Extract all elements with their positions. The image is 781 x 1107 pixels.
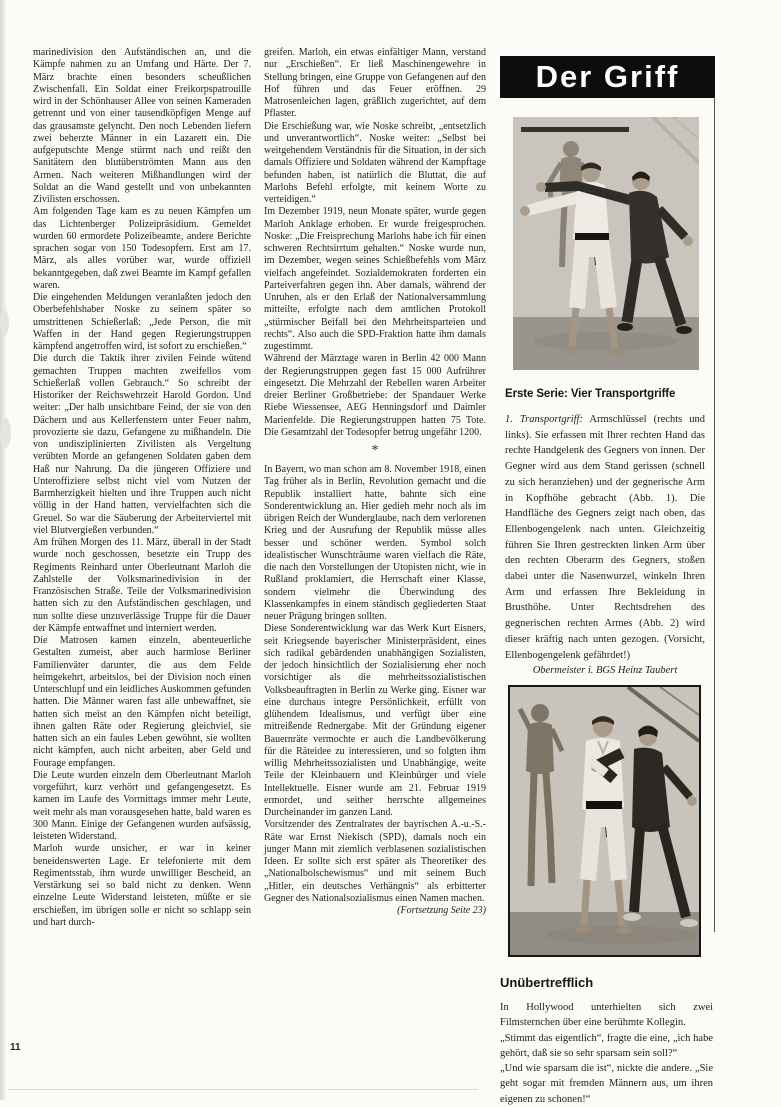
sidebar-title: Der Griff <box>535 59 680 94</box>
article-column-left <box>33 47 251 929</box>
photo-transport-grip-1 <box>513 117 699 370</box>
article-paragraph: greifen. Marloh, ein etwas einfältiger Mann, verstand nur „Erschießen“. Er ließ Maschinengewehre in Stellung bringen, eine Gruppe von Gefangenen auf den Hof führen und das Feuer eröffnen. 29 Matrosenleichen lagen, gräßlich zugerichtet, auf dem Pflaster. <box>264 47 486 120</box>
photo-transport-grip-2 <box>508 685 701 957</box>
instruction-body: Armschlüssel (rechts und links). Sie erfassen mit Ihrer rechten Hand das rechte Handgelenk des Gegners von innen. Der Gegner wird aus dem Stand gerissen (schnell zu sich heranziehen) und der gegnerische Arm in Kopfhöhe gebracht (Abb. 1). Die Handfläche des Gegners zeigt nach oben, das Ellenbogengelenk nach unten. Gleichzeitig führen Sie Ihren gestreckten linken Arm über den rechten Oberarm des Gegners, stoßen dabei unter die Nasenwurzel, winkeln Ihren Arm und erfassen Ihre Bekleidung in Brusthöhe. Unter Rechtsdrehen des gegnerischen rechten Armes (Abb. 2) wird dieser kräftig nach unten gezogen. (Vorsicht, Ellenbogengelenk gefährdet!) <box>505 414 705 661</box>
article-paragraph: Die Matrosen kamen einzeln, abenteuerliche Gestalten zumeist, aber auch harmlose Berliner Familienväter darunter, die aus dem Felde heimgekehrt, arbeitslos, bei der Division noch einen Unterschlupf und ein leidliches Auskommen gefunden hatten. Die Männer waren fast alle unbewaffnet, sie hatten sich meist an den Kämpfen nicht beteiligt, ihnen galten Räte oder Regierung gleichviel, sie hatten sich an ein faules Leben gewöhnt, sie wollten nicht kämpfen, auch nicht arbeiten, aber Geld und Fourage empfangen. <box>33 635 252 769</box>
sidebar-der-griff <box>500 56 715 1107</box>
sidebar-banner <box>500 56 715 98</box>
instruction-text <box>505 412 705 663</box>
article-paragraph: Die eingehenden Meldungen veranlaßten jedoch den Oberbefehlshaber Noske zu seinem später so umstrittenen Schießerlaß: „Jede Person, die mit Waffen in der Hand gegen Regierungstruppen kämpfend angetroffen wird, ist sofort zu erschießen.“ <box>33 292 251 352</box>
article-paragraph: marinedivision den Aufständischen an, und die Kämpfe nahmen zu an Umfang und Härte. Der 7. März brachte einen besonders scheußlichen Zwischenfall. Ein Soldat einer Freikorpspatrouille wird in der Schönhauser Allee von seinen Kameraden getrennt und von einer tausendköpfigen Menge auf das grausamste gelyncht. Den noch Lebenden liefern zwei beherzte Männer in ein Lazarett ein. Die aufgeputschte Menge stürmt nach und reißt den Sanitätern den blutüberströmten Mann aus den Armen. Nach weiteren Mißhandlungen wird der Soldat an die Wand gestellt und von unbekannten Zivilisten erschossen. <box>33 47 251 205</box>
article-paragraph: Diese Sonderentwicklung war das Werk Kurt Eisners, seit Kriegsende bayerischer Ministerpräsident, eines sich radikal gebärdenden unabhängigen Sozialisten, der jedoch hinsichtlich der Sozialisierung eher noch vorsichtiger als die mehrheitssozialistischen Volksbeauftragten in Berlin zu Werke ging. Eisner war eine durchaus integre Persönlichkeit, erfüllt von glühendem Idealismus, und verfügt über eine mitreißende Rednergabe. Mit der Gründung eigener Bauernräte vermochte er auch die Landbevölkerung für die Räteidee zu interessieren, und so folgten ihm willig Mehrheitssozialisten und Unabhängige, weite Teile der Kleinbauern und Kleinbürger und viele Intellektuelle. Eisner wurde am 21. Februar 1919 ermordet, und seither herrschte allgemeines Durcheinander im ganzen Land. <box>264 623 486 818</box>
joke-paragraph: „Und wie sparsam die ist“, nickte die andere. „Sie geht sogar mit fremden Männern aus, um ihren eigenen zu schonen!“ <box>500 1063 713 1105</box>
section-break-ornament: * <box>371 443 379 458</box>
series-caption: Erste Serie: Vier Transportgriffe <box>505 388 676 400</box>
article-paragraph: Die durch die Taktik ihrer zivilen Feinde wütend gemachten Truppen machten zweifellos vom Schießerlaß vollen Gebrauch.“ So schreibt der Historiker der Reichswehrzeit Harold Gordon. Und weiter: „Der halb unsichtbare Feind, der sie von den Dächern und aus Kellerfenstern unter Feuer nahm, provozierte sie dazu, Gefangene zu mißhandeln. Die von undisziplinierten Zivilisten als Vergeltung verübten Morde an gefangenen Soldaten gaben dem Haß nur Nahrung. Da die jüngeren Offiziere und Unteroffiziere selbst nicht viel vom Nutzen der Barmherzigkeit hielten und ihre Truppen auch nicht völlig in der Hand hatten, vervielfachten sich die Greuel. So war die Säuberung der Arbeiterviertel mit viel Blutvergießen verbunden.“ <box>33 353 251 536</box>
article-paragraph: Am frühen Morgen des 11. März, überall in der Stadt wurde noch geschossen, besetzte ein Trupp des Regiments Reinhard unter Oberleutnant Marloh die Zahlstelle der Volksmarinedivision in der Französischen Straße. Teile der Volksmarinedivision hatten sich zu den Aufständischen geschlagen, und nun sollte diese unzuverlässige Truppe für die Dauer der Kämpfe entwaffnet und interniert werden. <box>33 537 251 634</box>
joke-paragraph: In Hollywood unterhielten sich zwei Filmsternchen über eine berühmte Kollegin. <box>500 1001 713 1029</box>
article-paragraph: Die Erschießung war, wie Noske schreibt, „entsetzlich und unverantwortlich“. Noske weiter: „Selbst bei weitgehendem Verständnis für die Situation, in der sich damals Offiziere und Soldaten während der Kampftage befunden haben, ist natürlich die Bluttat, die auf Marlohs Befehl erfolgte, mit keinem Worte zu verteidigen.“ <box>264 120 486 205</box>
instruction-author: Obermeister i. BGS Heinz Taubert <box>532 665 678 677</box>
scan-smudge <box>0 418 11 448</box>
continuation-note: (Fortsetzung Seite 23) <box>397 905 486 916</box>
article-paragraph: Die Leute wurden einzeln dem Oberleutnant Marloh vorgeführt, kurz verhört und gefangengesetzt. Es kamen im Laufe des Vormittags immer mehr Leute, weit mehr als man vorausgesehen hatte, bald waren es 300 Mann. Einige der Gefangenen wurden aufsässig, leisteten Widerstand. <box>33 769 251 842</box>
scan-smudge <box>0 310 9 336</box>
joke-paragraph: „Stimmt das eigentlich“, fragte die eine, „ich habe gehört, daß sie so sehr sparsam sein soll?“ <box>500 1032 713 1059</box>
joke-heading: Unübertrefflich <box>500 974 594 990</box>
article-paragraph: Während der Märztage waren in Berlin 42 000 Mann der Regierungstruppen gegen fast 15 000 Aufrührer eingesetzt. Die Mehrzahl der Rebellen waren Arbeiter dreier Berliner Großbetriebe: der Spandauer Werke Riebe Wiessensee, AEG Henningsdorf und Daimler Marienfelde. Die Regierungstruppen hatten 75 Tote. Die Gesamtzahl der Todesopfer betrug ungefähr 1200. <box>264 353 486 438</box>
sidebar-vertical-rule <box>714 97 715 932</box>
instruction-lead: 1. Transportgriff: <box>505 414 583 425</box>
page-number: 11 <box>10 1042 21 1053</box>
article-paragraph: Im Dezember 1919, neun Monate später, wurde gegen Marloh Anklage erhoben. Er wurde freigesprochen. Noske: „Die Freisprechung Marlohs habe ich für einen schweren Rechtsirrtum gehalten.“ Noske wurde nun, im Dezember, wegen seines Schießbefehls vom März vielfach angefeindet. Sozialdemokraten forderten ein Parteiverfahren gegen ihn. Aber damals, während der Unruhen, als er den Erlaß der Nationalversammlung mitteilte, erfolgte nach dem amtlichen Protokoll „stürmischer Beifall bei den Mehrheitsparteien und rechts“. Also auch die SPD-Fraktion hatte ihm damals zugestimmt. <box>264 206 486 352</box>
article-paragraph: In Bayern, wo man schon am 8. November 1918, einen Tag früher als in Berlin, Revolution gemacht und die Republik installiert hatte, bahnte sich eine Sonderentwicklung an. Hier gedieh mehr noch als im übrigen Reich der Wunderglaube, nach dem verlorenen Krieg und der Ausrufung der Republik müsse alles besser und schöner werden. Symbol solch idealistischer Wunschträume waren vielfach die Räte, die nach den Vorstellungen der Utopisten nicht, wie in Rußland proklamiert, die Herrschaft einer Klasse, sondern vielmehr die Überwindung des Klassenkampfes in einem ständisch gegliederten Staat neuer Prägung bringen sollten. <box>264 464 486 622</box>
article-paragraph: Am folgenden Tage kam es zu neuen Kämpfen um das Lichtenberger Polizeipräsidium. Gemeldet wurden 60 ermordete Polizeibeamte, andere Berichte sprachen sogar von 150 Todesopfern. Erst am 17. März, als alles vorüber war, wurde offiziell bekanntgegeben, daß zwei Beamte im Kampf gefallen waren. <box>33 206 251 291</box>
article-paragraph: Vorsitzender des Zentralrates der bayrischen A.-u.-S.-Räte war Ernst Niekisch (SPD), damals noch ein junger Mann mit ziemlich verblasenen sozialistischen Ideen. Er sollte sich erst später als Theoretiker des „Nationalbolschewismus“ und mit seinem Buch „Hitler, ein deutsches Verhängnis“ als erbitterter Gegner des Nationalsozialismus einen Namen machen. <box>264 819 486 904</box>
scan-edge-left <box>0 0 7 1100</box>
article-paragraph: Marloh wurde unsicher, er war in keiner beneidenswerten Lage. Er telefonierte mit dem Regimentsstab, ihm wurde unwilliger Bescheid, an Verstärkung sei so bald nicht zu denken. Wenn einzelne Leute Widerstand leisteten, müßte er sie erschießen, im übrigen solle er nicht so schlapp sein und hart durch- <box>33 843 251 928</box>
article-column-middle <box>264 47 486 917</box>
scan-artifact-line <box>8 1089 478 1090</box>
